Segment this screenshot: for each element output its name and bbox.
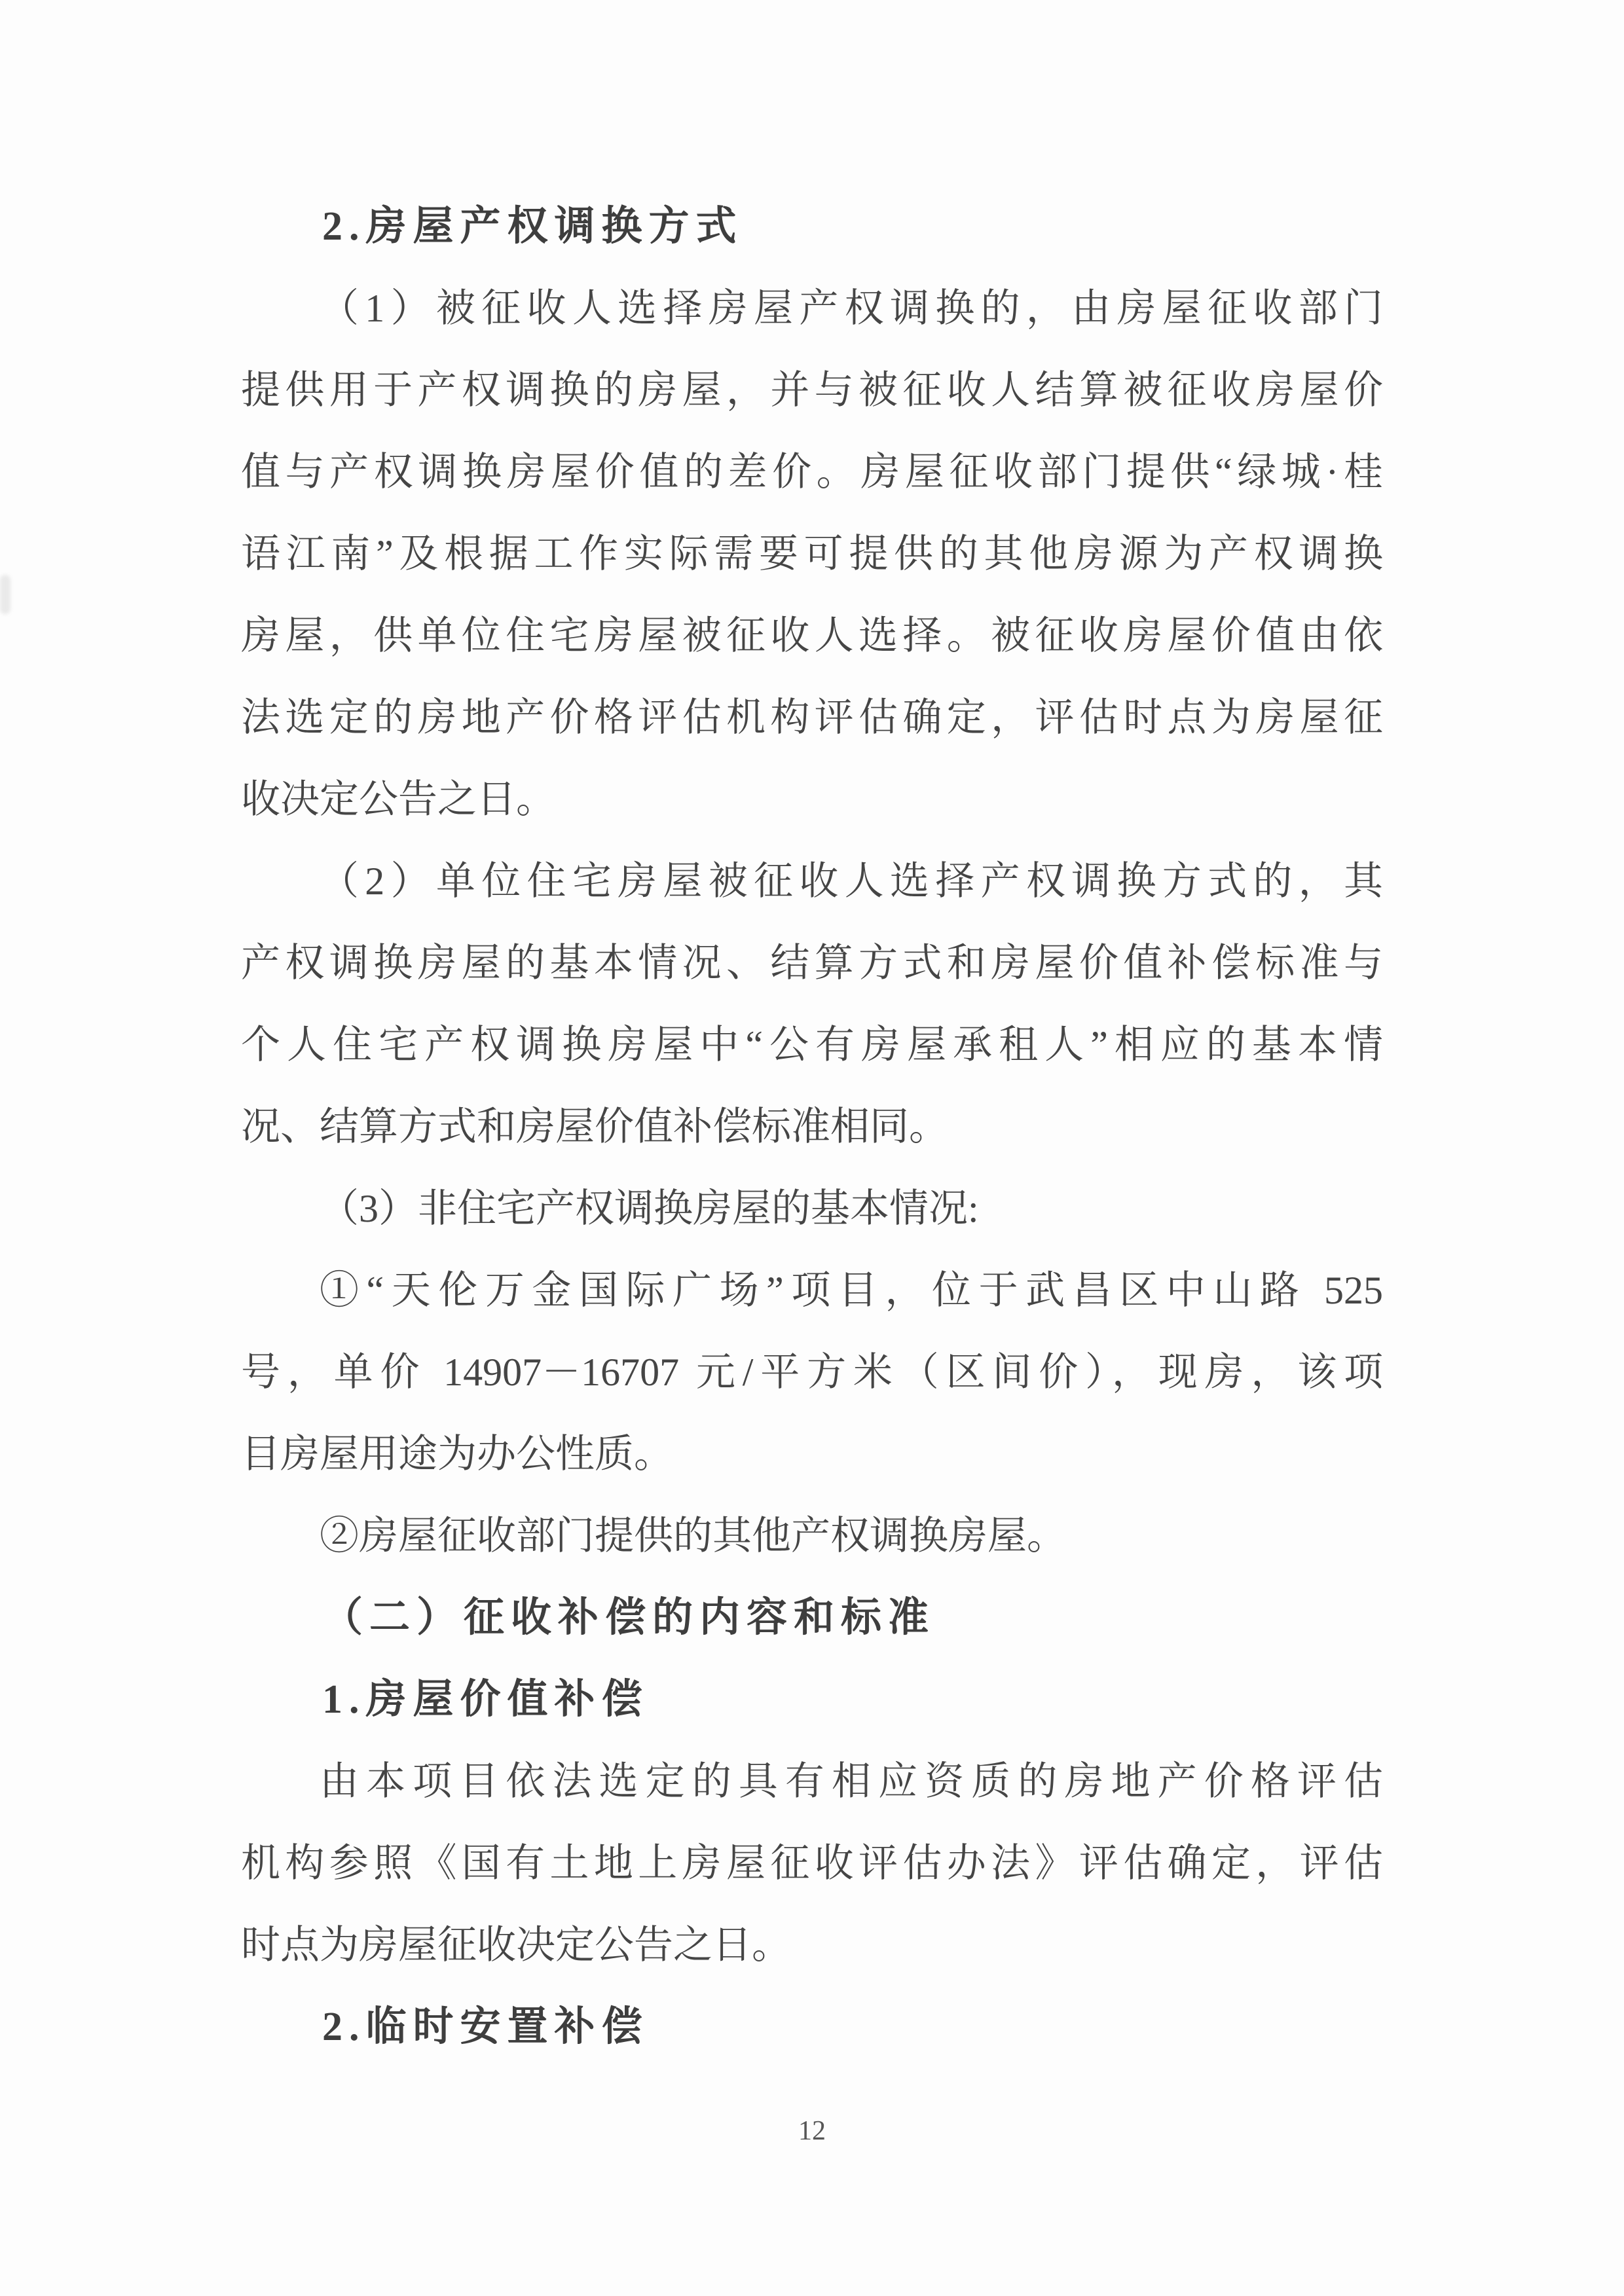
paragraph-line: 目房屋用途为办公性质。 [241,1432,673,1476]
paragraph-line: ①“天伦万金国际广场”项目，位于武昌区中山路 525 [320,1269,1383,1312]
paragraph-line: 时点为房屋征收决定公告之日。 [241,1923,791,1967]
scan-artifact [0,575,10,614]
heading-line: 1.房屋价值补偿 [322,1677,649,1722]
paragraph-line: 房屋，供单位住宅房屋被征收人选择。被征收房屋价值由依 [241,614,1383,657]
paragraph [241,1495,1383,1577]
paragraph-line: 值与产权调换房屋价值的差价。房屋征收部门提供“绿城·桂 [241,450,1383,494]
paragraph [241,268,1383,841]
document-body [241,186,1383,2068]
paragraph-line: 法选定的房地产价格评估机构评估确定，评估时点为房屋征 [241,696,1383,739]
section-heading [241,1577,1383,1659]
paragraph-line: 个人住宅产权调换房屋中“公有房屋承租人”相应的基本情 [241,1023,1383,1066]
paragraph-line: 收决定公告之日。 [241,778,555,821]
paragraph [241,1741,1383,1986]
paragraph-line: 机构参照《国有土地上房屋征收评估办法》评估确定，评估 [241,1842,1383,1885]
paragraph-line: （3）非住宅产权调换房屋的基本情况: [320,1187,979,1230]
paragraph-line: （2）单位住宅房屋被征收人选择产权调换方式的，其 [320,860,1383,903]
heading-line: （二）征收补偿的内容和标准 [322,1595,936,1640]
paragraph-line: 号，单价 14907－16707 元/平方米（区间价），现房，该项 [241,1351,1383,1394]
paragraph-line: （1）被征收人选择房屋产权调换的，由房屋征收部门 [320,287,1383,330]
page-number: 12 [798,2116,826,2146]
paragraph-line: ②房屋征收部门提供的其他产权调换房屋。 [320,1514,1066,1558]
paragraph [241,1250,1383,1495]
paragraph-line: 产权调换房屋的基本情况、结算方式和房屋价值补偿标准与 [241,941,1383,985]
section-heading [241,186,1383,268]
paragraph-line: 况、结算方式和房屋价值补偿标准相同。 [241,1105,948,1148]
paragraph [241,1168,1383,1250]
section-heading [241,1659,1383,1741]
paragraph-line: 提供用于产权调换的房屋，并与被征收人结算被征收房屋价 [241,369,1383,412]
paragraph-line: 由本项目依法选定的具有相应资质的房地产价格评估 [320,1760,1383,1803]
paragraph-line: 语江南”及根据工作实际需要可提供的其他房源为产权调换 [241,532,1383,575]
heading-line: 2.临时安置补偿 [322,2005,649,2049]
section-heading [241,1986,1383,2068]
heading-line: 2.房屋产权调换方式 [322,204,743,249]
paragraph [241,841,1383,1168]
